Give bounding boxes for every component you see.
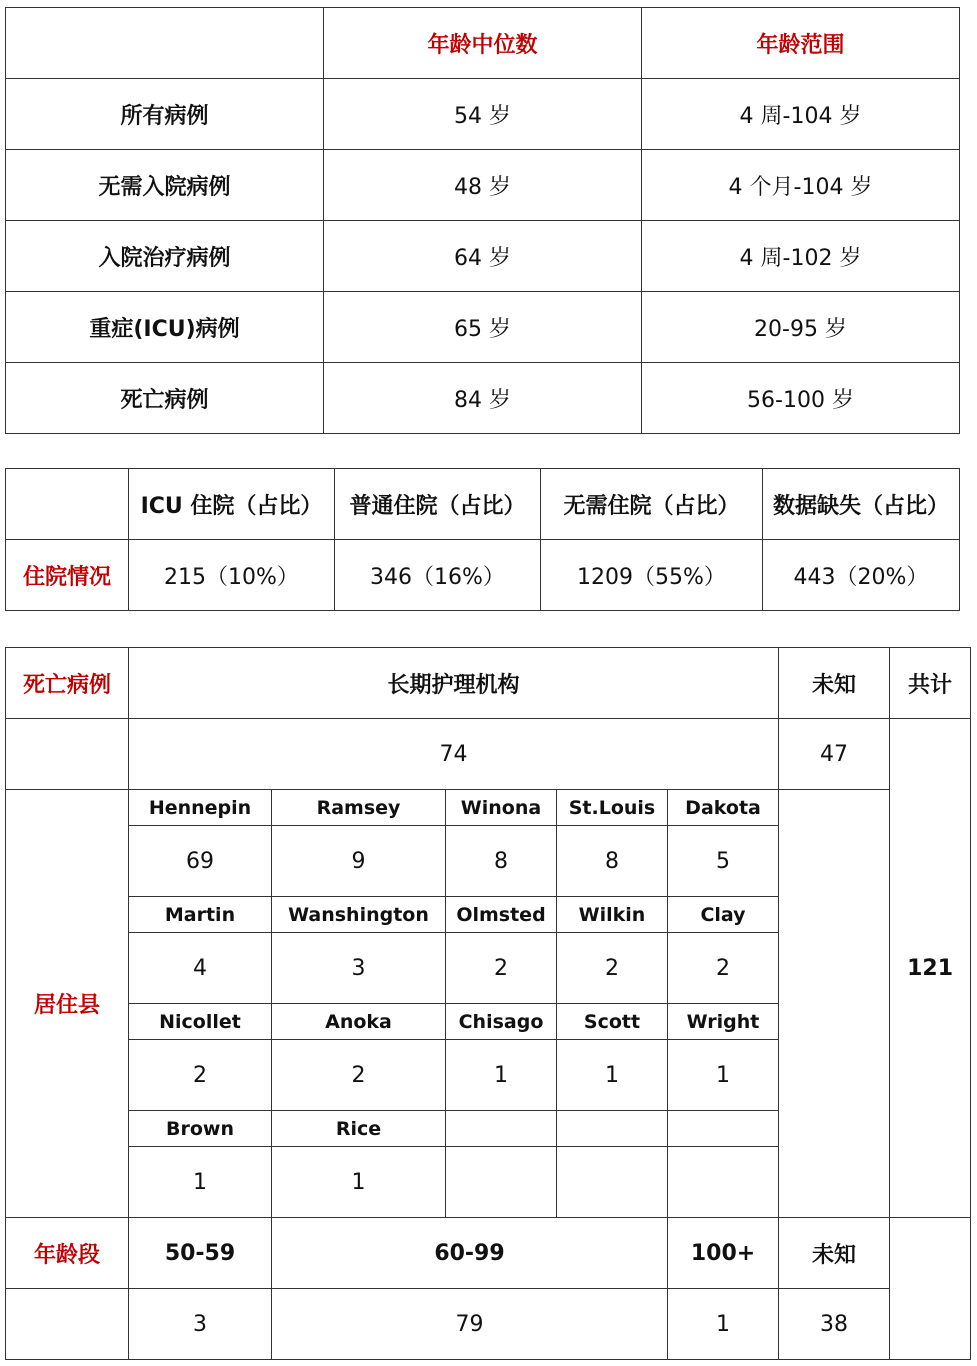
- county-value: 4: [129, 933, 272, 1004]
- county-name: Clay: [668, 897, 779, 933]
- header-general: 普通住院（占比）: [335, 469, 541, 540]
- county-name: Hennepin: [129, 790, 272, 826]
- county-value: 2: [272, 1040, 446, 1111]
- icu-value: 215（10%）: [129, 540, 335, 611]
- row-label: 死亡病例: [6, 363, 324, 434]
- county-value: 2: [446, 933, 557, 1004]
- county-value: 8: [446, 826, 557, 897]
- county-name: St.Louis: [557, 790, 668, 826]
- median-value: 64 岁: [324, 221, 642, 292]
- age-group-row: [6, 1218, 971, 1289]
- county-name: Martin: [129, 897, 272, 933]
- header-ltc: 长期护理机构: [129, 648, 779, 719]
- county-name: Ramsey: [272, 790, 446, 826]
- row-label: 住院情况: [6, 540, 129, 611]
- county-name: Wright: [668, 1004, 779, 1040]
- county-name: Winona: [446, 790, 557, 826]
- county-value: 5: [668, 826, 779, 897]
- table-row: [6, 292, 960, 363]
- age-table: [5, 7, 960, 434]
- county-value: 8: [557, 826, 668, 897]
- hosp-value-row: [6, 540, 960, 611]
- county-name: Wanshington: [272, 897, 446, 933]
- table-row: [6, 221, 960, 292]
- table-row: [6, 79, 960, 150]
- range-value: 4 周-102 岁: [642, 221, 960, 292]
- age-group: 60-99: [272, 1218, 668, 1289]
- empty-cell: [446, 1147, 557, 1218]
- death-table: [5, 647, 971, 1360]
- county-value: 1: [557, 1040, 668, 1111]
- header-median: 年龄中位数: [324, 8, 642, 79]
- county-name-row: [6, 790, 971, 826]
- row-label: 所有病例: [6, 79, 324, 150]
- age-table-header-row: [6, 8, 960, 79]
- county-name: Scott: [557, 1004, 668, 1040]
- hospitalization-table: [5, 468, 960, 611]
- table-row: [6, 150, 960, 221]
- empty-cell: [6, 8, 324, 79]
- county-name: Olmsted: [446, 897, 557, 933]
- general-value: 346（16%）: [335, 540, 541, 611]
- empty-cell: [446, 1111, 557, 1147]
- county-name: Nicollet: [129, 1004, 272, 1040]
- county-name: Brown: [129, 1111, 272, 1147]
- age-value: 3: [129, 1289, 272, 1360]
- median-value: 54 岁: [324, 79, 642, 150]
- table-row: [6, 363, 960, 434]
- death-count-row: [6, 719, 971, 790]
- county-value: 9: [272, 826, 446, 897]
- age-value: 38: [779, 1289, 890, 1360]
- empty-cell: [779, 790, 890, 1218]
- median-value: 65 岁: [324, 292, 642, 363]
- county-value: 2: [668, 933, 779, 1004]
- county-value: 69: [129, 826, 272, 897]
- county-name: Dakota: [668, 790, 779, 826]
- hosp-header-row: [6, 469, 960, 540]
- county-name: Anoka: [272, 1004, 446, 1040]
- range-value: 56-100 岁: [642, 363, 960, 434]
- total-count: 121: [890, 719, 971, 1218]
- missing-value: 443（20%）: [763, 540, 960, 611]
- county-value: 1: [272, 1147, 446, 1218]
- header-unknown: 未知: [779, 648, 890, 719]
- age-value: 1: [668, 1289, 779, 1360]
- header-missing: 数据缺失（占比）: [763, 469, 960, 540]
- county-value: 2: [129, 1040, 272, 1111]
- age-value: 79: [272, 1289, 668, 1360]
- county-value: 1: [446, 1040, 557, 1111]
- empty-cell: [557, 1147, 668, 1218]
- age-value-row: [6, 1289, 971, 1360]
- no-hosp-value: 1209（55%）: [541, 540, 763, 611]
- county-label: 居住县: [6, 790, 129, 1218]
- county-value: 1: [129, 1147, 272, 1218]
- county-value: 1: [668, 1040, 779, 1111]
- age-label: 年龄段: [6, 1218, 129, 1289]
- empty-cell: [6, 1289, 129, 1360]
- range-value: 4 个月-104 岁: [642, 150, 960, 221]
- header-icu: ICU 住院（占比）: [129, 469, 335, 540]
- empty-cell: [6, 469, 129, 540]
- county-name: Chisago: [446, 1004, 557, 1040]
- death-header-row: [6, 648, 971, 719]
- header-total: 共计: [890, 648, 971, 719]
- county-value: 3: [272, 933, 446, 1004]
- header-range: 年龄范围: [642, 8, 960, 79]
- corner-label: 死亡病例: [6, 648, 129, 719]
- empty-cell: [668, 1147, 779, 1218]
- empty-cell: [890, 1218, 971, 1360]
- header-no-hosp: 无需住院（占比）: [541, 469, 763, 540]
- empty-cell: [668, 1111, 779, 1147]
- ltc-count: 74: [129, 719, 779, 790]
- county-value: 2: [557, 933, 668, 1004]
- range-value: 20-95 岁: [642, 292, 960, 363]
- unknown-count: 47: [779, 719, 890, 790]
- age-group: 100+: [668, 1218, 779, 1289]
- row-label: 入院治疗病例: [6, 221, 324, 292]
- row-label: 重症(ICU)病例: [6, 292, 324, 363]
- row-label: 无需入院病例: [6, 150, 324, 221]
- county-name: Rice: [272, 1111, 446, 1147]
- age-group: 未知: [779, 1218, 890, 1289]
- median-value: 84 岁: [324, 363, 642, 434]
- median-value: 48 岁: [324, 150, 642, 221]
- county-name: Wilkin: [557, 897, 668, 933]
- empty-cell: [6, 719, 129, 790]
- range-value: 4 周-104 岁: [642, 79, 960, 150]
- age-group: 50-59: [129, 1218, 272, 1289]
- empty-cell: [557, 1111, 668, 1147]
